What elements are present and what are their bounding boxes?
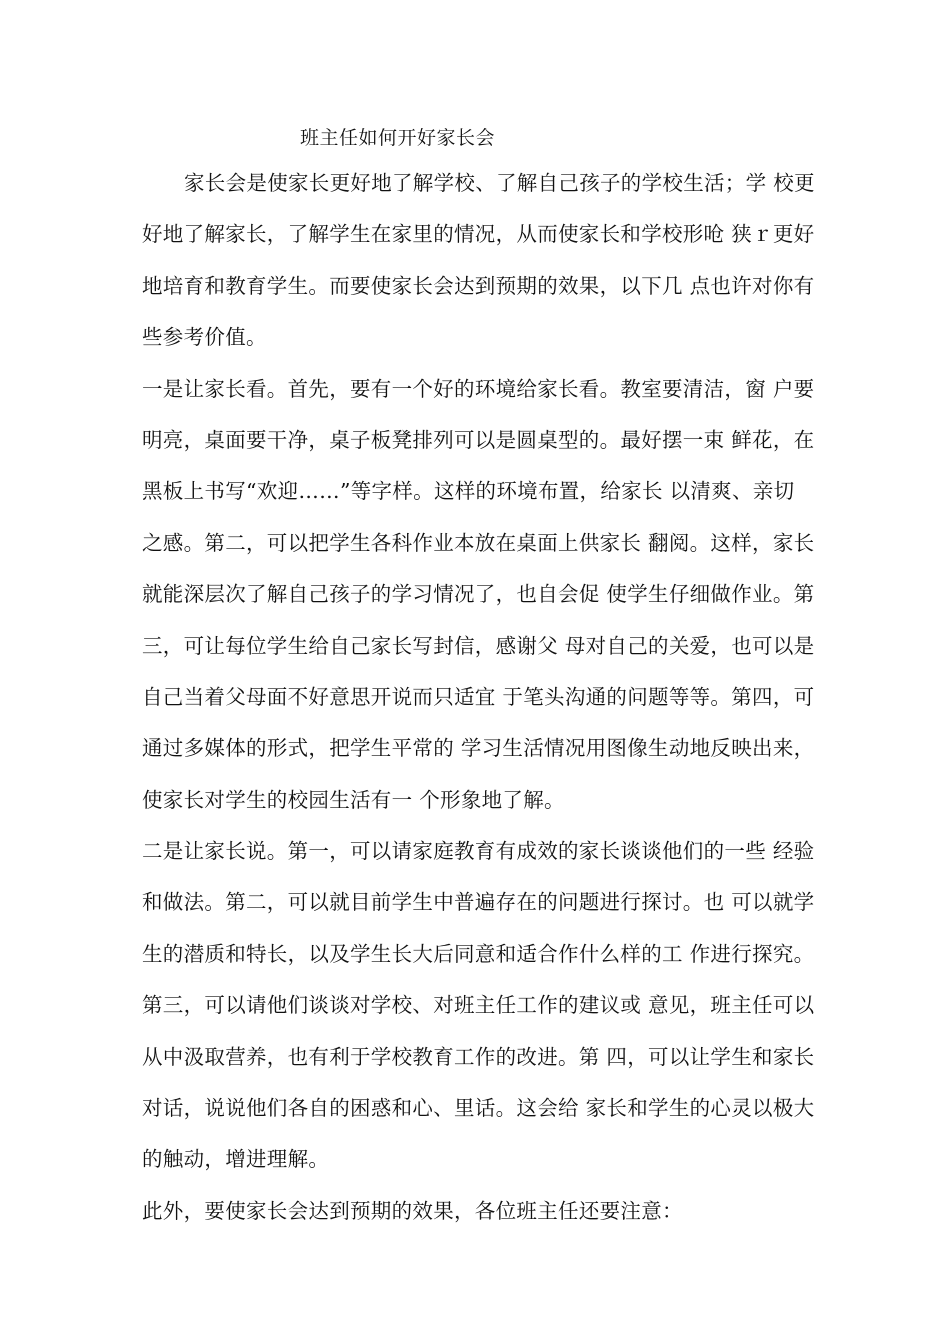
text-line-6: 明亮，桌面要干净，桌子板凳排列可以是圆桌型的。最好摆一束 鲜花，在 [142, 427, 815, 452]
text-line-1: 家长会是使家长更好地了解学校、了解自己孩子的学校生活；学 校更 [184, 171, 815, 195]
text-line-18: 从中汲取营养，也有利于学校教育工作的改进。第 四，可以让学生和家长 [142, 1044, 815, 1069]
text-line-19: 对话，说说他们各自的困惑和心、里话。这会给 家长和学生的心灵以极大 [142, 1096, 815, 1121]
document-title: 班主任如何开好家长会 [300, 127, 496, 149]
text-line-17: 第三，可以请他们谈谈对学校、对班主任工作的建议或 意见，班主任可以 [142, 993, 815, 1018]
text-line-11: 自己当着父母面不好意思开说而只适宜 于笔头沟通的问题等等。第四，可 [142, 684, 815, 709]
text-line-10: 三，可让每位学生给自己家长写封信，感谢父 母对自己的关爱，也可以是 [142, 633, 815, 658]
text-line-9: 就能深层次了解自己孩子的学习情况了，也自会促 使学生仔细做作业。第 [142, 582, 815, 607]
text-line-15: 和做法。第二，可以就目前学生中普遍存在的问题进行探讨。也 可以就学 [142, 890, 815, 915]
text-line-16: 生的潜质和特长，以及学生长大后同意和适合作什么样的工 作进行探究。 [142, 941, 815, 966]
text-line-8: 之感。第二，可以把学生各科作业本放在桌面上供家长 翻阅。这样，家长 [142, 530, 815, 555]
text-line-3: 地培育和教育学生。而要使家长会达到预期的效果，以下几 点也许对你有 [142, 273, 815, 298]
text-line-21: 此外，要使家长会达到预期的效果，各位班主任还要注意： [142, 1198, 683, 1223]
text-line-5: 一是让家长看。首先，要有一个好的环境给家长看。教室要清洁，窗 户要 [142, 376, 815, 401]
text-line-4: 些参考价值。 [142, 325, 267, 350]
text-line-20: 的触动，增进理解。 [142, 1147, 330, 1172]
text-line-2: 好地了解家长，了解学生在家里的情况，从而使家长和学校形呛 狭ｒ更好 [142, 222, 815, 247]
document-body [142, 158, 818, 1237]
text-line-14: 二是让家长说。第一，可以请家庭教育有成效的家长谈谈他们的一些 经验 [142, 839, 815, 864]
text-line-7: 黑板上书写“欢迎……”等字样。这样的环境布置，给家长 以清爽、亲切 [142, 479, 795, 504]
text-line-12: 通过多媒体的形式，把学生平常的 学习生活情况用图像生动地反映出来， [142, 736, 815, 761]
text-line-13: 使家长对学生的校园生活有一 个形象地了解。 [142, 787, 565, 812]
